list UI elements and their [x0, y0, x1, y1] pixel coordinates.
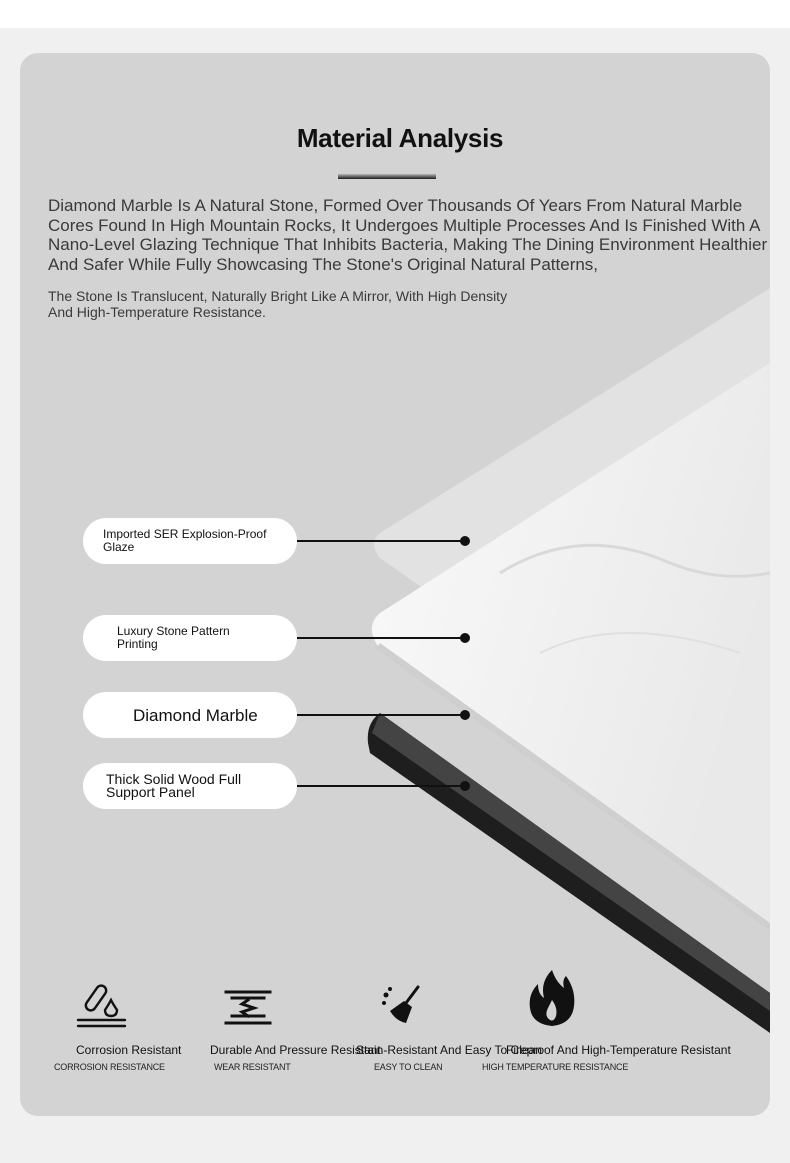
layer-connector-wood-panel: [297, 785, 465, 787]
layer-marker-glaze: [460, 536, 470, 546]
layer-marker-printing: [460, 633, 470, 643]
feature-label-stain: Stain-Resistant And Easy To Clean: [356, 1043, 542, 1057]
section-description: Diamond Marble Is A Natural Stone, Formed Over Thousands Of Years From Natural Marble Cores Found In High Mountain Rocks, It Undergoes Multiple Processes And Is Finished With A Nano-Level Glazing Technique That Inhibits Bacteria, Making The Dining Environment Healthier And Safer While Fully Showcasing The Stone's Original Natural Patterns,: [48, 196, 768, 274]
layer-marker-marble: [460, 710, 470, 720]
layer-label-glaze: [83, 518, 297, 564]
test-tube-drop-icon: [75, 978, 127, 1030]
layer-label-marble: [83, 692, 297, 738]
layer-label-printing: [83, 615, 297, 661]
feature-sub-corrosion: CORROSION RESISTANCE: [54, 1062, 165, 1072]
press-icon: [222, 988, 274, 1028]
layer-marker-wood-panel: [460, 781, 470, 791]
material-analysis-card: [20, 53, 770, 1116]
section-description-secondary: The Stone Is Translucent, Naturally Bright Like A Mirror, With High Density And High-Temperature Resistance.: [48, 288, 508, 320]
layer-label-text: Diamond Marble: [133, 705, 258, 725]
feature-sub-durable: WEAR RESISTANT: [214, 1062, 291, 1072]
layer-connector-printing: [297, 637, 465, 639]
layer-label-wood-panel: [83, 763, 297, 809]
feature-label-durable: Durable And Pressure Resistant: [210, 1043, 381, 1057]
feature-label-fireproof: Fireproof And High-Temperature Resistant: [506, 1043, 731, 1057]
feature-sub-fireproof: HIGH TEMPERATURE RESISTANCE: [482, 1062, 629, 1072]
feature-label-corrosion: Corrosion Resistant: [76, 1043, 182, 1057]
layer-label-text: Thick Solid Wood Full Support Panel: [106, 771, 242, 800]
broom-sparkle-icon: [378, 981, 426, 1029]
top-strip: [0, 0, 790, 28]
layer-connector-marble: [297, 714, 465, 716]
title-underline: [338, 173, 436, 179]
layer-label-text: Imported SER Explosion-Proof Glaze: [103, 527, 267, 554]
section-title: Material Analysis: [296, 123, 504, 153]
flame-icon: [526, 968, 578, 1028]
feature-sub-stain: EASY TO CLEAN: [374, 1062, 443, 1072]
layer-connector-glaze: [297, 540, 465, 542]
layer-label-text: Luxury Stone Pattern Printing: [117, 624, 230, 651]
